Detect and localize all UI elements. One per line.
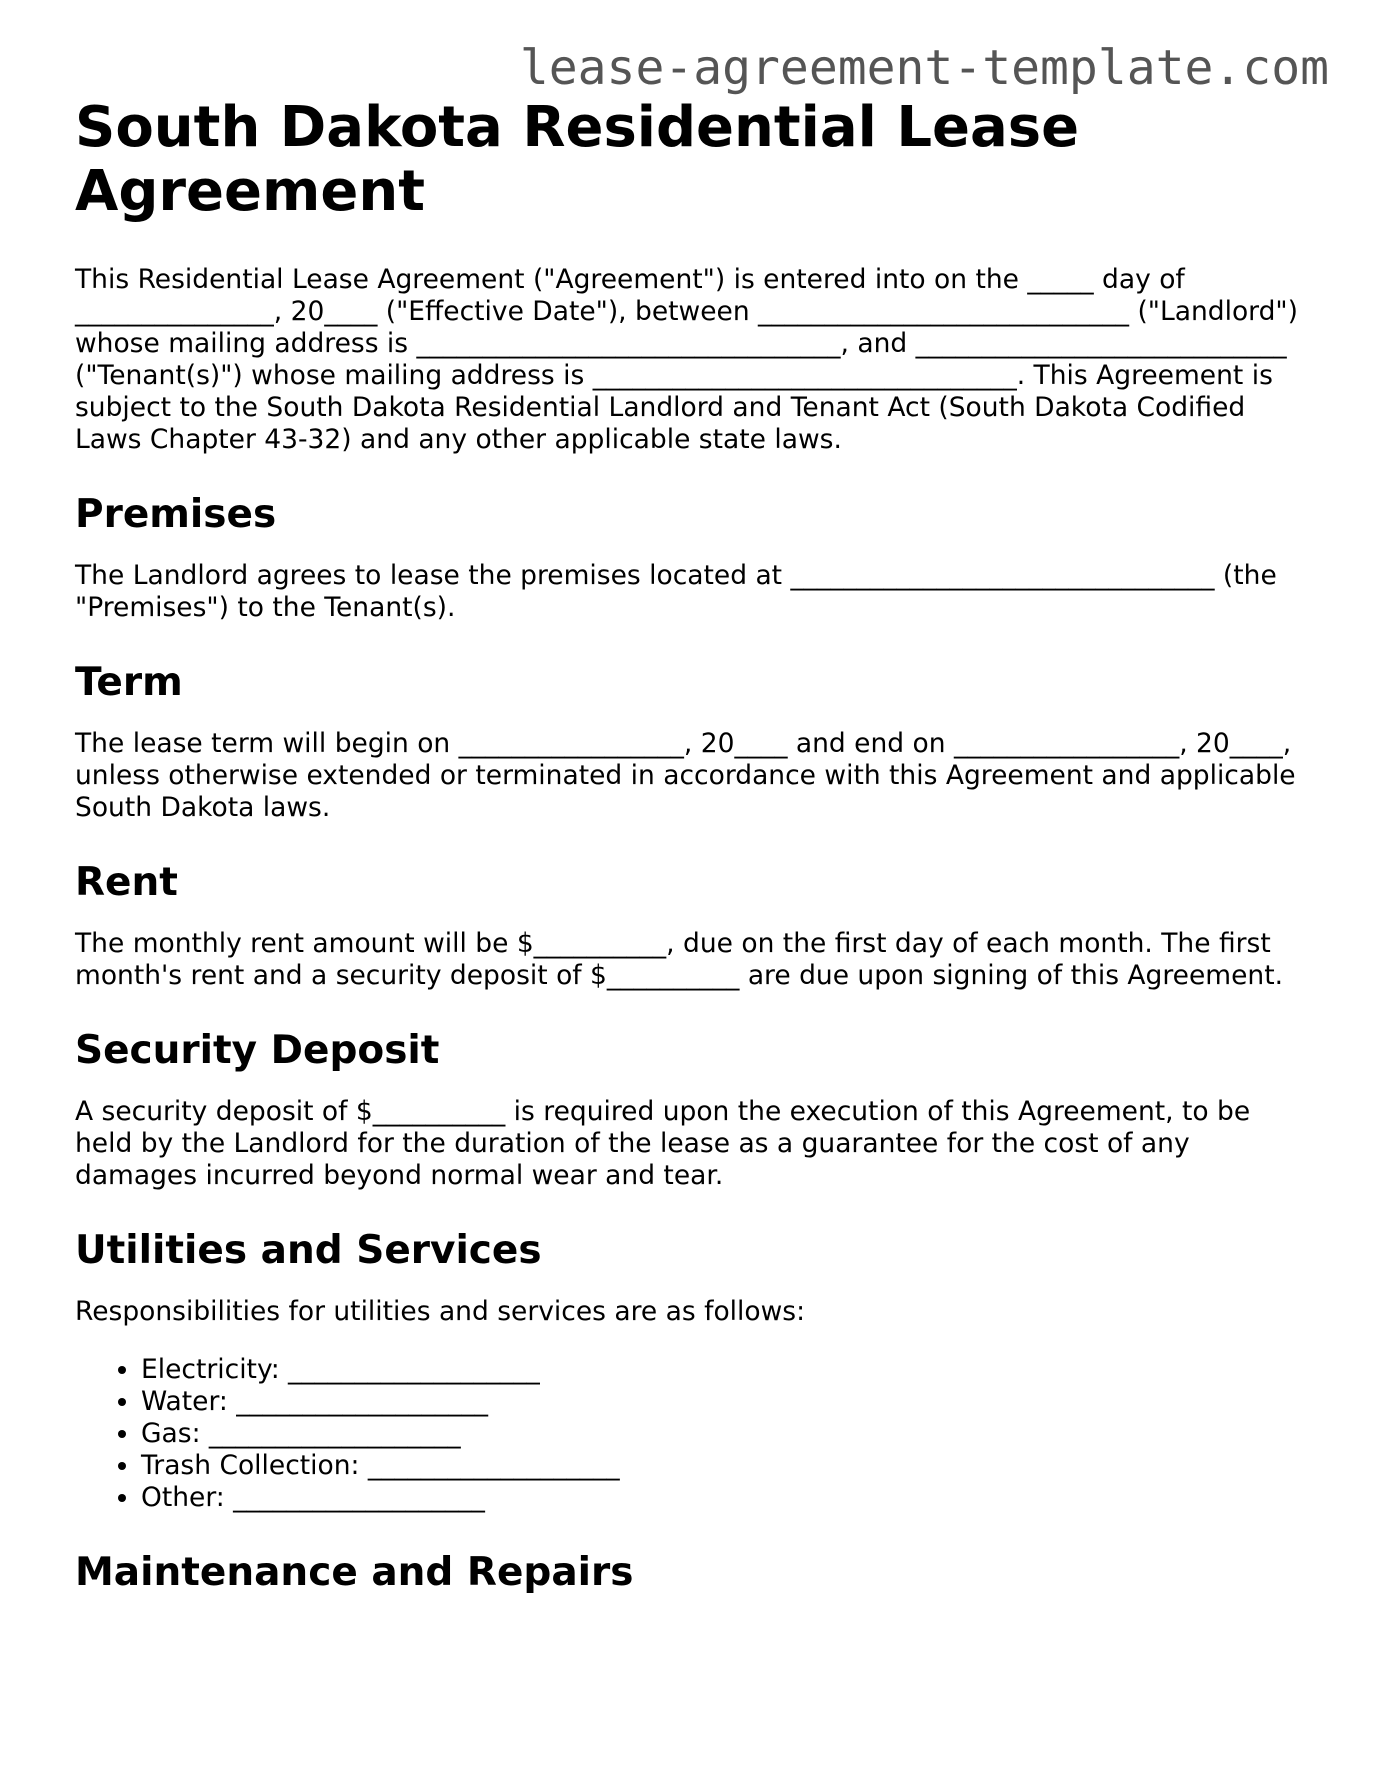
term-heading: Term [75,660,183,705]
term-text: The lease term will begin on _________________, 20____ and end on _________________, 20____, unless otherwise extended or terminated in accordance with this Agreement and applicable South Dakota laws. [75,728,1296,823]
list-item: • Electricity: ___________________ [141,1354,1315,1386]
list-item: • Gas: ___________________ [141,1418,1315,1450]
document-page [75,96,1315,1618]
utilities-text: Responsibilities for utilities and services are as follows: [75,1296,806,1327]
document-title: South Dakota Residential Lease Agreement [75,95,1080,224]
utilities-list [75,1354,1315,1514]
list-item: • Trash Collection: ___________________ [141,1450,1315,1482]
security-deposit-text: A security deposit of $__________ is required upon the execution of this Agreement, to be held by the Landlord for the duration of the lease as a guarantee for the cost of any damages incurred beyond normal wear and tear. [75,1096,1251,1191]
premises-heading: Premises [75,492,277,537]
utilities-heading: Utilities and Services [75,1228,542,1273]
list-item: • Water: ___________________ [141,1386,1315,1418]
rent-heading: Rent [75,860,178,905]
rent-text: The monthly rent amount will be $__________, due on the first day of each month. The first month's rent and a security deposit of $__________ are due upon signing of this Agreement. [75,928,1284,991]
security-deposit-heading: Security Deposit [75,1028,440,1073]
premises-text: The Landlord agrees to lease the premises located at ________________________________ (the "Premises") to the Tenant(s). [75,560,1277,623]
watermark: lease-agreement-template.com [519,40,1329,96]
maintenance-heading: Maintenance and Repairs [75,1550,634,1595]
intro-paragraph: This Residential Lease Agreement ("Agreement") is entered into on the _____ day of _______________, 20____ ("Effective Date"), between ____________________________ ("Landlord") whose mailing address is ________________________________, and ____________________________ ("Tenant(s)") whose mailing address is ________________________________. This Agreement is subject to the South Dakota Residential Landlord and Tenant Act (South Dakota Codified Laws Chapter 43-32) and any other applicable state laws. [75,264,1298,455]
list-item: • Other: ___________________ [141,1482,1315,1514]
